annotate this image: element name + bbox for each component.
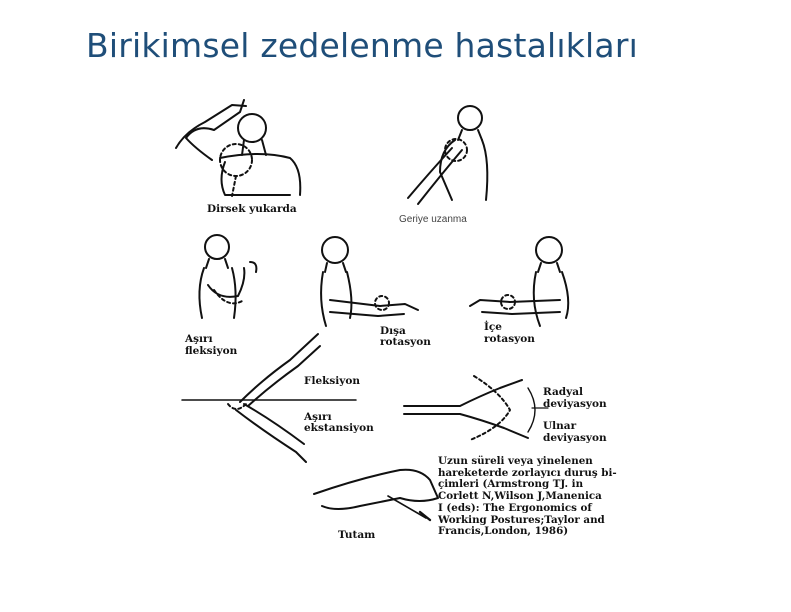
label-asiri-ekstansiyon-line2: ekstansiyon <box>304 422 374 434</box>
label-asiri-ekstansiyon-line1: Aşırı <box>304 411 332 423</box>
label-asiri-fleksiyon-line1: Aşırı <box>185 333 213 345</box>
excessive-flexion-figure <box>199 235 256 318</box>
label-disa-rotasyon-line2: rotasyon <box>380 336 431 348</box>
pinch-grip-figure <box>314 470 438 520</box>
label-asiri-fleksiyon-line2: fleksiyon <box>185 345 238 357</box>
source-note-line: Working Postures;Taylor and <box>438 513 605 526</box>
label-ulnar-line2: deviyasyon <box>543 432 607 444</box>
internal-rotation-figure <box>470 237 568 326</box>
radial-ulnar-deviation-figure <box>404 376 548 440</box>
source-note-line: hareketerde zorlayıcı duruş bi- <box>438 466 617 479</box>
label-ulnar-line1: Ulnar <box>543 420 577 432</box>
label-dirsek-yukarda: Dirsek yukarda <box>207 203 297 215</box>
elbow-up-figure <box>176 100 300 196</box>
slide-title: Birikimsel zedelenme hastalıkları <box>86 26 638 65</box>
external-rotation-figure <box>321 237 418 326</box>
source-note <box>438 456 638 538</box>
label-fleksiyon: Fleksiyon <box>304 375 361 387</box>
label-disa-rotasyon-line1: Dışa <box>380 325 406 337</box>
source-note-line: Francis,London, 1986) <box>438 525 569 538</box>
source-note-line: Corlett N,Wilson J,Manenica <box>438 490 602 503</box>
source-note-line: çimleri (Armstrong TJ. in <box>438 478 584 491</box>
source-note-line: Uzun süreli veya yinelenen <box>438 455 593 467</box>
label-radyal-line1: Radyal <box>543 386 584 398</box>
label-ice-rotasyon-line1: İçe <box>484 321 502 333</box>
label-ice-rotasyon-line2: rotasyon <box>484 333 535 345</box>
label-radyal-line2: deviyasyon <box>543 398 607 410</box>
label-geriye-uzanma: Geriye uzanma <box>399 214 467 225</box>
source-note-line: I (eds): The Ergonomics of <box>438 501 592 514</box>
label-tutam: Tutam <box>338 529 376 541</box>
reaching-back-figure <box>408 106 487 204</box>
